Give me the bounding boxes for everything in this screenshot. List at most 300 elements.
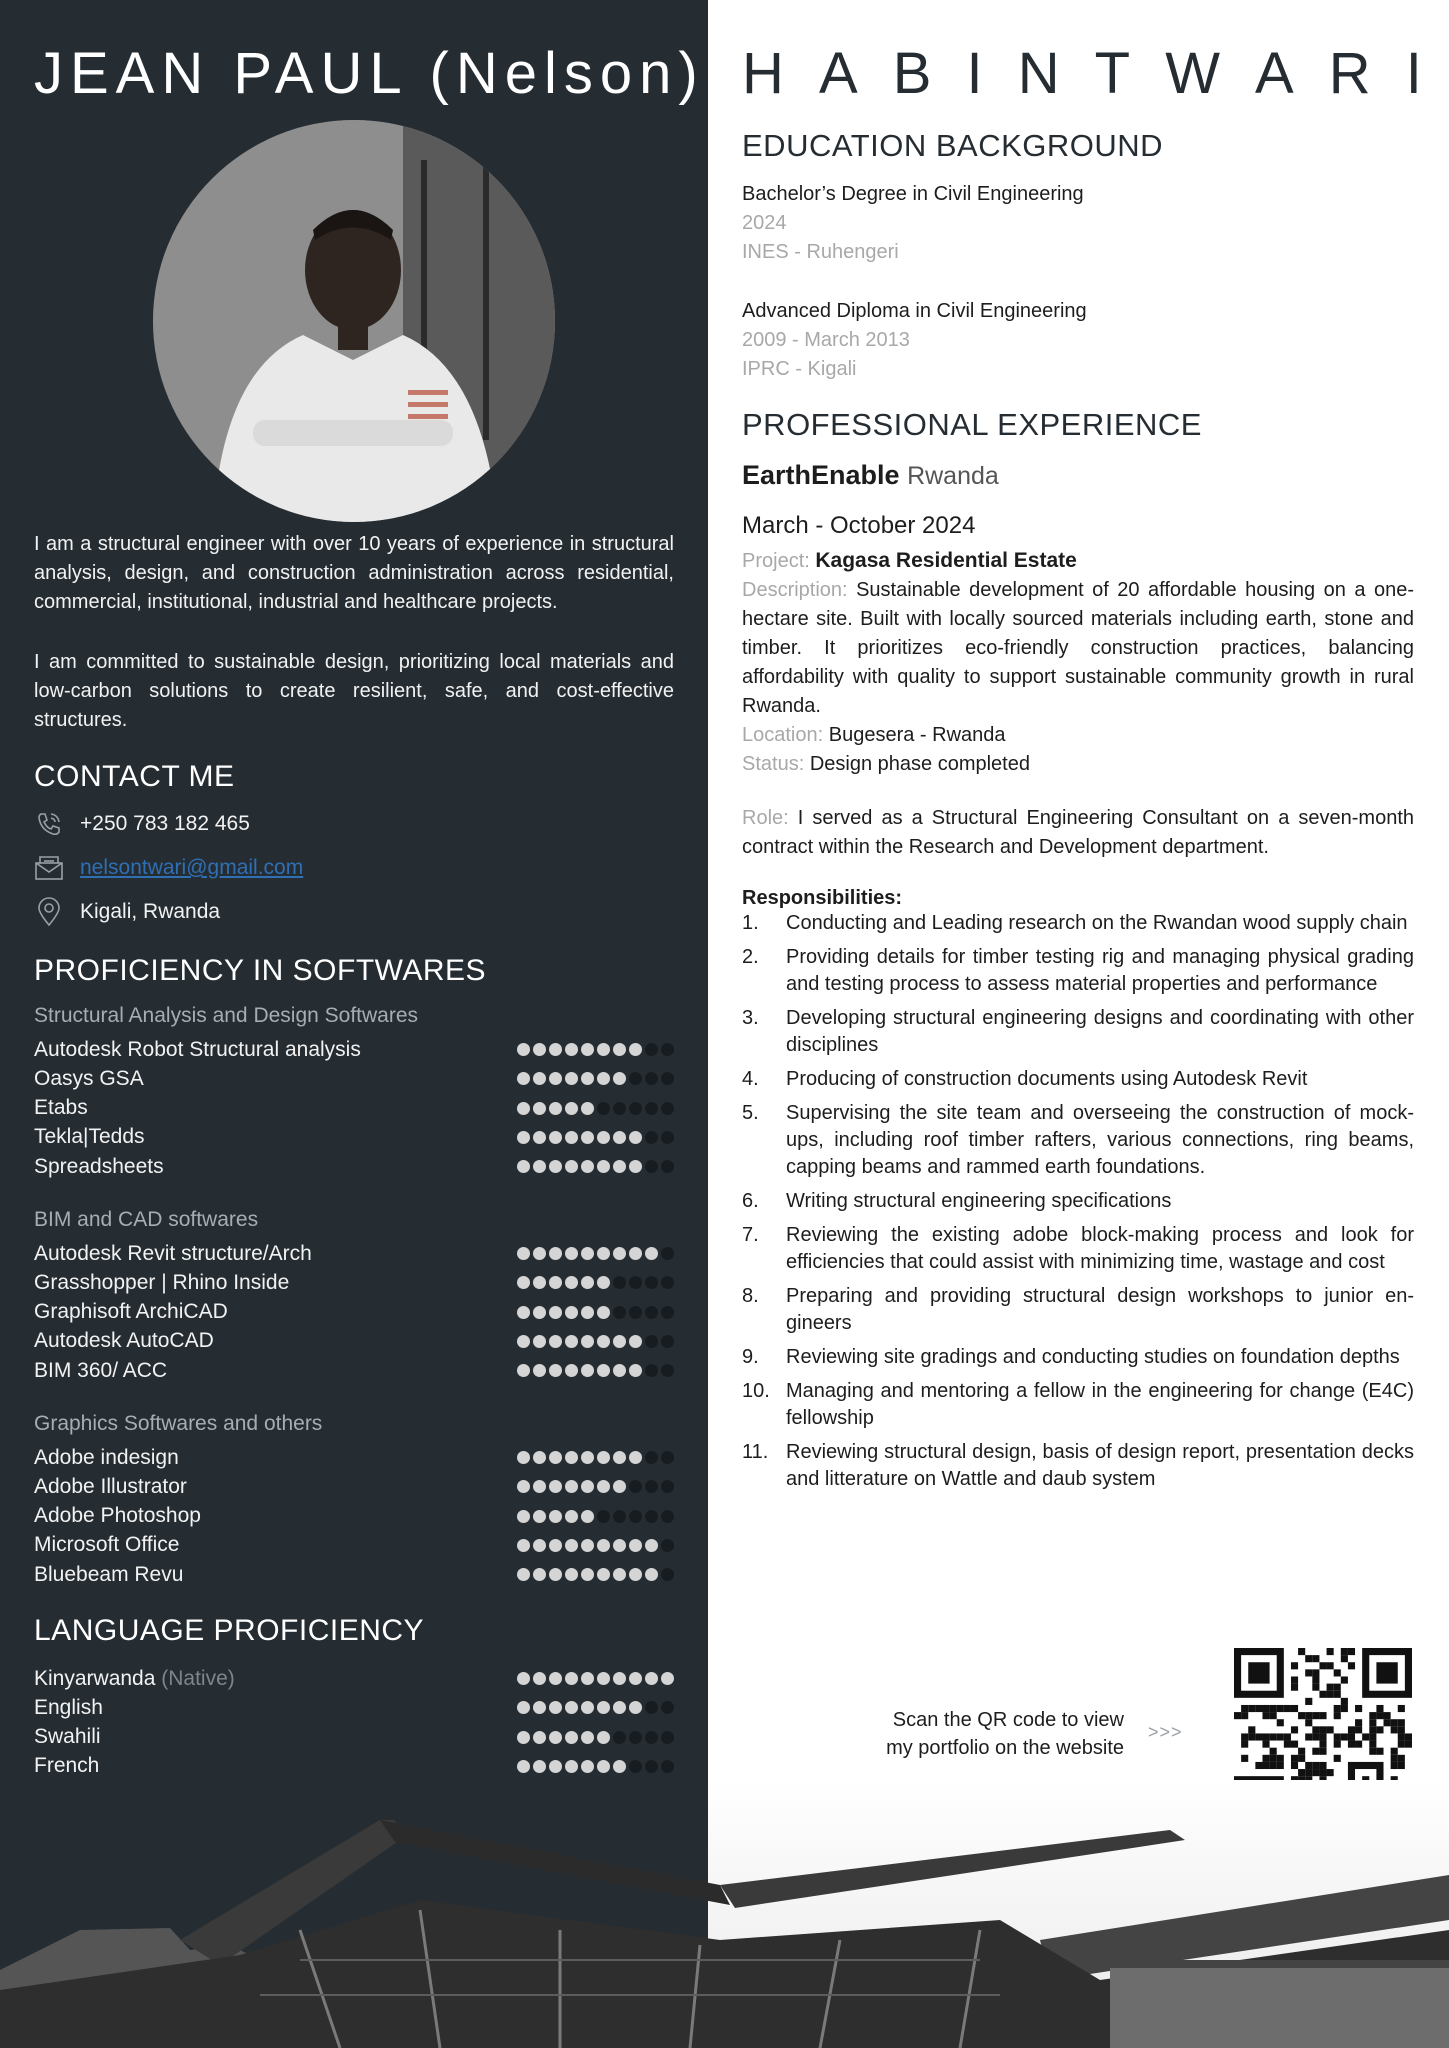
proficiency-dot [597, 1539, 610, 1552]
responsibility-text: Supervising the site team and overseeing the construction of mock-ups, including roof timber rafters, various connections, ring beams, capping beams and rammed earth foundations. [786, 1102, 1414, 1178]
proficiency-dot [661, 1072, 674, 1085]
responsibility-text: Managing and mentoring a fellow in the engineering for change (E4C) fellowship [786, 1380, 1414, 1429]
proficiency-dot [533, 1672, 546, 1685]
proficiency-dot [645, 1731, 658, 1744]
proficiency-dot [565, 1306, 578, 1319]
proficiency-dot [629, 1247, 642, 1260]
proficiency-dot [597, 1043, 610, 1056]
proficiency-dot [597, 1480, 610, 1493]
language-name: Kinyarwanda (Native) [34, 1666, 235, 1690]
proficiency-dot [517, 1102, 530, 1115]
proficiency-dot [629, 1335, 642, 1348]
responsibility-text: Reviewing site gradings and conducting studies on foundation depths [786, 1346, 1400, 1368]
software-skill-row [34, 1356, 674, 1385]
responsibility-number: 8. [742, 1285, 759, 1307]
software-group-title: BIM and CAD softwares [34, 1208, 259, 1231]
proficiency-dot [581, 1510, 594, 1523]
proficiency-dot [549, 1701, 562, 1714]
proficiency-dots [517, 1364, 674, 1377]
proficiency-dot [581, 1072, 594, 1085]
proficiency-dot [517, 1731, 530, 1744]
proficiency-dots [517, 1276, 674, 1289]
language-row [34, 1693, 674, 1722]
proficiency-dot [613, 1568, 626, 1581]
responsibility-text: Conducting and Leading research on the Rwandan wood supply chain [786, 912, 1408, 934]
proficiency-dot [661, 1539, 674, 1552]
proficiency-dot [629, 1131, 642, 1144]
proficiency-dot [581, 1043, 594, 1056]
contact-phone[interactable] [34, 808, 250, 840]
proficiency-dot [565, 1760, 578, 1773]
proficiency-dot [549, 1364, 562, 1377]
proficiency-dots [517, 1568, 674, 1581]
proficiency-dot [549, 1539, 562, 1552]
proficiency-dot [549, 1480, 562, 1493]
proficiency-dot [645, 1306, 658, 1319]
proficiency-dots [517, 1731, 674, 1744]
software-name: BIM 360/ ACC [34, 1358, 168, 1382]
language-name: Swahili [34, 1725, 101, 1749]
proficiency-dot [549, 1451, 562, 1464]
proficiency-dot [549, 1072, 562, 1085]
language-name: English [34, 1695, 103, 1719]
education-item-1 [742, 180, 1414, 267]
proficiency-dot [597, 1451, 610, 1464]
left-panel [0, 0, 708, 2048]
software-skill-row [34, 1472, 674, 1501]
last-name-letter: A [818, 41, 858, 106]
last-name-letter: N [1017, 41, 1060, 106]
software-skill-row [34, 1239, 674, 1268]
proficiency-dot [597, 1131, 610, 1144]
education-item-2 [742, 297, 1414, 384]
proficiency-dot [549, 1043, 562, 1056]
proficiency-dot [597, 1568, 610, 1581]
proficiency-dot [517, 1568, 530, 1581]
proficiency-dot [581, 1306, 594, 1319]
proficiency-dot [629, 1480, 642, 1493]
proficiency-dot [565, 1539, 578, 1552]
project-description: Sustainable development of 20 affordable housing on a one-hectare site. Built with locally sourced materials including earth, stone and timber. It prioritizes eco-friendly construction practices, balancing affordability with quality to support sustainable community growth in rural Rwanda. [742, 579, 1414, 717]
proficiency-dot [565, 1102, 578, 1115]
responsibility-text: Reviewing the existing adobe block-making process and look for efficiencies that could assist with minimizing time, wastage and cost [786, 1224, 1414, 1273]
proficiency-dot [581, 1568, 594, 1581]
proficiency-dot [533, 1043, 546, 1056]
proficiency-dot [597, 1072, 610, 1085]
proficiency-dot [581, 1276, 594, 1289]
proficiency-dot [533, 1131, 546, 1144]
software-skill-row [34, 1443, 674, 1472]
qr-caption: Scan the QR code to view my portfolio on the website [886, 1709, 1124, 1759]
proficiency-dot [661, 1247, 674, 1260]
proficiency-dot [613, 1160, 626, 1173]
proficiency-dot [613, 1539, 626, 1552]
proficiency-dot [565, 1043, 578, 1056]
responsibility-item [742, 944, 1414, 998]
proficiency-dot [629, 1364, 642, 1377]
proficiency-dot [549, 1131, 562, 1144]
location-label: Location: [742, 724, 824, 746]
proficiency-dot [565, 1160, 578, 1173]
responsibility-item [742, 1283, 1414, 1337]
proficiency-dots [517, 1672, 674, 1685]
responsibility-item [742, 1066, 1414, 1093]
proficiency-dot [645, 1335, 658, 1348]
project-status: Design phase completed [809, 753, 1030, 775]
last-name-letter: I [966, 41, 983, 106]
proficiency-dot [517, 1760, 530, 1773]
responsibility-item [742, 1439, 1414, 1493]
software-skill-row [34, 1327, 674, 1356]
software-name: Autodesk Robot Structural analysis [34, 1037, 361, 1061]
proficiency-dot [597, 1306, 610, 1319]
building-photo [0, 1780, 1449, 2048]
responsibility-number: 3. [742, 1007, 759, 1029]
degree-2: Advanced Diploma in Civil Engineering [742, 300, 1087, 322]
proficiency-dot [533, 1276, 546, 1289]
responsibility-item [742, 910, 1414, 937]
software-name: Grasshopper | Rhino Inside [34, 1270, 290, 1294]
proficiency-dot [645, 1131, 658, 1144]
degree-1: Bachelor’s Degree in Civil Engineering [742, 183, 1084, 205]
responsibility-text: Reviewing structural design, basis of design report, presentation decks and litterature on Wattle and daub system [786, 1441, 1414, 1490]
proficiency-dot [613, 1276, 626, 1289]
contact-title: CONTACT ME [34, 760, 235, 793]
software-skill-row [34, 1502, 674, 1531]
responsibility-item [742, 1344, 1414, 1371]
software-name: Tekla|Tedds [34, 1125, 145, 1149]
years-1: 2024 [742, 212, 787, 234]
proficiency-dot [613, 1510, 626, 1523]
bio-paragraph-2: I am committed to sustainable design, prioritizing local materials and low-carbon solutions to create resilient, safe, and cost-effective structures. [34, 651, 674, 731]
last-name-letter: H [742, 41, 784, 106]
proficiency-dot [629, 1510, 642, 1523]
proficiency-dot [645, 1510, 658, 1523]
proficiency-dot [629, 1568, 642, 1581]
last-name-letter: B [892, 41, 932, 106]
responsibility-text: Preparing and providing structural design workshops to junior en-gineers [786, 1285, 1414, 1334]
proficiency-dot [613, 1451, 626, 1464]
proficiency-dots [517, 1451, 674, 1464]
proficiency-dot [613, 1760, 626, 1773]
profile-photo [153, 120, 555, 522]
proficiency-dot [565, 1335, 578, 1348]
software-name: Adobe Photoshop [34, 1504, 201, 1528]
proficiency-dot [581, 1335, 594, 1348]
proficiency-dot [533, 1568, 546, 1581]
proficiency-dot [613, 1102, 626, 1115]
proficiency-dot [613, 1072, 626, 1085]
proficiency-dots [517, 1160, 674, 1173]
last-name-letter: A [1255, 41, 1294, 106]
proficiency-dot [533, 1760, 546, 1773]
proficiency-dot [517, 1306, 530, 1319]
proficiency-dot [565, 1247, 578, 1260]
proficiency-dot [549, 1160, 562, 1173]
education-title: EDUCATION BACKGROUND [742, 128, 1164, 163]
project-details [742, 546, 1414, 779]
proficiency-dot [533, 1364, 546, 1377]
proficiency-dot [629, 1160, 642, 1173]
proficiency-dot [565, 1276, 578, 1289]
proficiency-dot [517, 1480, 530, 1493]
proficiency-dot [549, 1247, 562, 1260]
role-block [742, 804, 1414, 862]
proficiency-dot [533, 1306, 546, 1319]
proficiency-dot [645, 1247, 658, 1260]
proficiency-dot [629, 1672, 642, 1685]
proficiency-dot [629, 1102, 642, 1115]
proficiency-dot [517, 1451, 530, 1464]
proficiency-dot [661, 1102, 674, 1115]
proficiency-dot [613, 1672, 626, 1685]
proficiency-dot [597, 1701, 610, 1714]
software-group-title: Graphics Softwares and others [34, 1412, 323, 1435]
proficiency-dot [565, 1131, 578, 1144]
responsibility-number: 5. [742, 1102, 759, 1124]
responsibility-item [742, 1378, 1414, 1432]
proficiency-dot [629, 1539, 642, 1552]
proficiency-dot [581, 1247, 594, 1260]
proficiency-dots [517, 1701, 674, 1714]
responsibility-number: 9. [742, 1346, 759, 1368]
proficiency-dot [517, 1672, 530, 1685]
proficiency-dot [613, 1731, 626, 1744]
responsibility-item [742, 1188, 1414, 1215]
proficiency-dot [581, 1539, 594, 1552]
proficiency-dot [597, 1760, 610, 1773]
proficiency-dot [533, 1731, 546, 1744]
responsibility-number: 2. [742, 946, 759, 968]
proficiency-dot [661, 1451, 674, 1464]
language-title: LANGUAGE PROFICIENCY [34, 1614, 425, 1647]
proficiency-dot [565, 1731, 578, 1744]
phone-icon [34, 809, 64, 839]
proficiency-dot [517, 1247, 530, 1260]
proficiency-dot [533, 1701, 546, 1714]
proficiency-dot [661, 1701, 674, 1714]
proficiency-dot [613, 1043, 626, 1056]
proficiency-dot [629, 1760, 642, 1773]
proficiency-dot [597, 1160, 610, 1173]
job-period: March - October 2024 [742, 512, 976, 539]
software-skill-row [34, 1268, 674, 1297]
responsibilities-title: Responsibilities: [742, 887, 903, 909]
mail-icon [34, 853, 64, 883]
proficiency-dot [661, 1335, 674, 1348]
software-skill-row [34, 1123, 674, 1152]
proficiency-dot [613, 1701, 626, 1714]
software-skill-row [34, 1035, 674, 1064]
proficiency-dot [661, 1131, 674, 1144]
proficiency-dots [517, 1043, 674, 1056]
software-skill-row [34, 1064, 674, 1093]
proficiency-dot [549, 1672, 562, 1685]
software-skill-row [34, 1152, 674, 1181]
last-name-letter: T [1094, 41, 1131, 106]
proficiency-dot [581, 1480, 594, 1493]
proficiency-dot [629, 1306, 642, 1319]
proficiency-dot [645, 1364, 658, 1377]
proficiency-dot [613, 1247, 626, 1260]
proficiency-dot [517, 1043, 530, 1056]
proficiency-dot [597, 1510, 610, 1523]
proficiency-dot [629, 1276, 642, 1289]
email-link[interactable]: nelsontwari@gmail.com [80, 856, 304, 879]
proficiency-dot [533, 1539, 546, 1552]
software-group-title: Structural Analysis and Design Softwares [34, 1004, 419, 1027]
project-label: Project: [742, 550, 810, 572]
proficiency-dot [581, 1731, 594, 1744]
proficiency-dot [517, 1364, 530, 1377]
proficiency-dot [645, 1539, 658, 1552]
proficiency-dot [533, 1072, 546, 1085]
proficiency-dot [645, 1672, 658, 1685]
proficiency-dot [661, 1276, 674, 1289]
proficiency-dot [533, 1102, 546, 1115]
responsibility-number: 10. [742, 1380, 770, 1402]
company-name [742, 460, 999, 491]
software-name: Microsoft Office [34, 1533, 180, 1557]
proficiency-dot [549, 1335, 562, 1348]
status-label: Status: [742, 753, 805, 775]
responsibility-item [742, 1005, 1414, 1059]
experience-title: PROFESSIONAL EXPERIENCE [742, 407, 1202, 442]
software-name: Etabs [34, 1096, 88, 1120]
proficiency-dot [661, 1364, 674, 1377]
proficiency-dot [533, 1451, 546, 1464]
proficiency-dot [549, 1568, 562, 1581]
proficiency-dot [517, 1510, 530, 1523]
responsibility-number: 11. [742, 1441, 769, 1463]
proficiency-dots [517, 1072, 674, 1085]
last-name-heading [742, 40, 1422, 107]
software-name: Spreadsheets [34, 1154, 164, 1178]
proficiency-dot [629, 1701, 642, 1714]
last-name-letter: R [1328, 41, 1371, 106]
proficiency-dot [613, 1131, 626, 1144]
responsibility-number: 6. [742, 1190, 759, 1212]
project-name: Kagasa Residential Estate [815, 549, 1077, 572]
proficiency-dot [549, 1306, 562, 1319]
proficiency-dots [517, 1102, 674, 1115]
responsibility-text: Writing structural engineering specifications [786, 1190, 1172, 1212]
proficiency-dot [549, 1760, 562, 1773]
proficiency-dots [517, 1247, 674, 1260]
proficiency-dot [645, 1568, 658, 1581]
school-1: INES - Ruhengeri [742, 241, 899, 263]
proficiency-dot [613, 1335, 626, 1348]
proficiency-dot [565, 1568, 578, 1581]
proficiency-dot [549, 1731, 562, 1744]
proficiency-dots [517, 1510, 674, 1523]
proficiency-dot [661, 1043, 674, 1056]
responsibility-text: Providing details for timber testing rig and managing physical grading and testing process to assess material properties and performance [786, 946, 1414, 995]
software-skill-row [34, 1531, 674, 1560]
proficiency-dot [517, 1131, 530, 1144]
phone-number: +250 783 182 465 [80, 812, 250, 835]
proficiency-dots [517, 1480, 674, 1493]
language-row [34, 1752, 674, 1781]
proficiency-dot [597, 1335, 610, 1348]
language-row [34, 1664, 674, 1693]
proficiency-dot [581, 1760, 594, 1773]
project-location: Bugesera - Rwanda [828, 724, 1006, 746]
software-name: Autodesk Revit structure/Arch [34, 1241, 312, 1265]
software-title: PROFICIENCY IN SOFTWARES [34, 954, 487, 987]
company-brand: EarthEnable [742, 460, 900, 490]
proficiency-dot [517, 1335, 530, 1348]
proficiency-dot [549, 1276, 562, 1289]
proficiency-dot [565, 1364, 578, 1377]
proficiency-dot [645, 1102, 658, 1115]
proficiency-dot [661, 1510, 674, 1523]
proficiency-dot [517, 1539, 530, 1552]
proficiency-dot [645, 1451, 658, 1464]
proficiency-dots [517, 1335, 674, 1348]
proficiency-dots [517, 1539, 674, 1552]
proficiency-dot [581, 1102, 594, 1115]
software-name: Bluebeam Revu [34, 1562, 184, 1586]
language-note: (Native) [155, 1666, 235, 1690]
proficiency-dot [661, 1160, 674, 1173]
proficiency-dot [581, 1451, 594, 1464]
proficiency-dot [645, 1760, 658, 1773]
proficiency-dot [533, 1480, 546, 1493]
proficiency-dot [645, 1160, 658, 1173]
proficiency-dot [517, 1276, 530, 1289]
responsibility-text: Developing structural engineering designs and coordinating with other disciplines [786, 1007, 1414, 1056]
proficiency-dot [629, 1731, 642, 1744]
proficiency-dot [581, 1131, 594, 1144]
proficiency-dot [533, 1510, 546, 1523]
responsibility-text: Producing of construction documents using Autodesk Revit [786, 1068, 1308, 1090]
software-name: Autodesk AutoCAD [34, 1329, 214, 1353]
proficiency-dot [565, 1701, 578, 1714]
proficiency-dot [597, 1672, 610, 1685]
responsibility-item [742, 1222, 1414, 1276]
proficiency-dot [517, 1701, 530, 1714]
proficiency-dot [517, 1160, 530, 1173]
proficiency-dot [629, 1451, 642, 1464]
software-name: Adobe Illustrator [34, 1474, 187, 1498]
proficiency-dot [645, 1072, 658, 1085]
software-name: Graphisoft ArchiCAD [34, 1300, 228, 1324]
contact-email[interactable] [34, 852, 303, 884]
software-skill-row [34, 1298, 674, 1327]
last-name-letter: I [1405, 41, 1422, 106]
proficiency-dot [533, 1160, 546, 1173]
proficiency-dot [629, 1072, 642, 1085]
proficiency-dot [645, 1701, 658, 1714]
proficiency-dot [645, 1480, 658, 1493]
proficiency-dot [533, 1335, 546, 1348]
contact-location [34, 896, 220, 928]
role-label: Role: [742, 807, 789, 829]
proficiency-dots [517, 1760, 674, 1773]
proficiency-dot [597, 1731, 610, 1744]
software-name: Adobe indesign [34, 1445, 179, 1469]
location-pin-icon [34, 897, 64, 927]
proficiency-dot [613, 1480, 626, 1493]
proficiency-dot [565, 1510, 578, 1523]
proficiency-dot [661, 1306, 674, 1319]
last-name-letter: W [1165, 41, 1220, 106]
proficiency-dot [565, 1072, 578, 1085]
proficiency-dot [549, 1510, 562, 1523]
responsibility-number: 1. [742, 912, 759, 934]
proficiency-dot [549, 1102, 562, 1115]
